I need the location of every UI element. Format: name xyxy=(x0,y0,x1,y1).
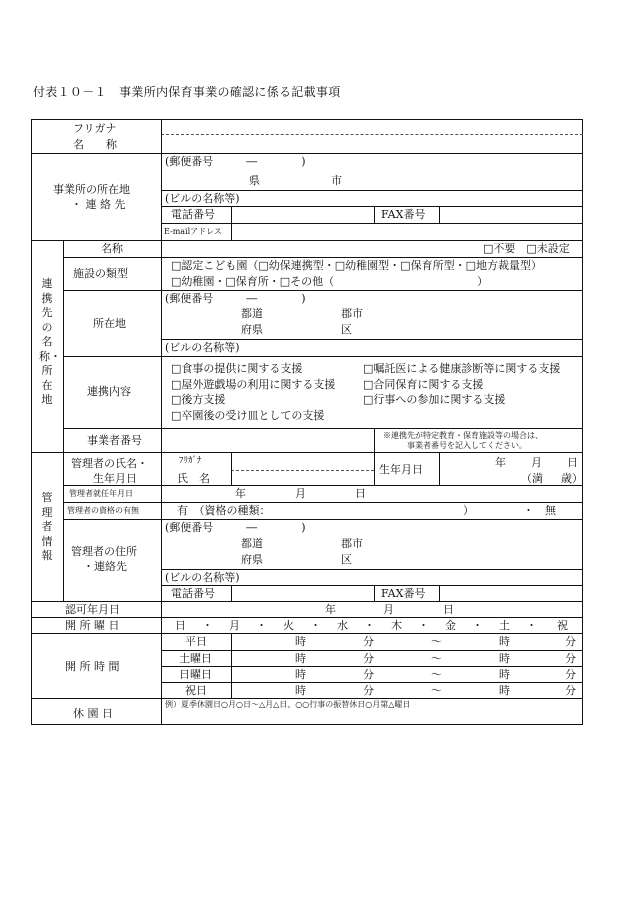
rule xyxy=(63,502,583,503)
weekday-separator: ・ xyxy=(310,619,321,632)
rule xyxy=(161,339,583,340)
manager-shimei-label: 氏 名 xyxy=(177,472,210,485)
rule xyxy=(63,485,583,486)
facility-type-options-2[interactable]: □幼稚園・□保育所・□その他（ ） xyxy=(171,275,489,288)
prefecture-label: 県 xyxy=(249,174,260,187)
hours-start-minute: 分 xyxy=(363,668,374,681)
manager-fax-label: FAX番号 xyxy=(381,587,426,600)
age-close: 歳） xyxy=(561,472,583,485)
rule xyxy=(31,240,583,241)
weekday-separator: ・ xyxy=(364,619,375,632)
fax-label: FAX番号 xyxy=(381,208,426,221)
rule xyxy=(31,617,583,618)
manager-name-label: 管理者の氏名・ xyxy=(71,457,148,470)
manager-fuken-label: 府県 xyxy=(241,553,263,566)
approval-date-label: 認可年月日 xyxy=(65,603,120,616)
appointment-date-label: 管理者就任年月日 xyxy=(69,489,133,498)
rule xyxy=(374,585,375,601)
birthdate-label: 生年月日 xyxy=(379,463,423,476)
hours-range-sep: ～ xyxy=(431,635,442,648)
qualification-close: ） xyxy=(463,504,474,517)
weekday-separator: ・ xyxy=(202,619,213,632)
todo-label: 都道 xyxy=(241,307,263,320)
cooperation-option[interactable]: □卒園後の受け皿としての支援 xyxy=(171,409,325,422)
cooperation-option[interactable]: □屋外遊戯場の利用に関する支援 xyxy=(171,378,336,391)
renkei-address-label: 所在地 xyxy=(93,317,126,330)
phone-label: 電話番号 xyxy=(171,208,215,221)
weekday-sun[interactable]: 日 xyxy=(175,619,186,632)
hours-end-hour: 時 xyxy=(499,668,510,681)
appointment-day-unit: 日 xyxy=(355,487,366,500)
rule xyxy=(31,698,583,699)
hours-day-label: 土曜日 xyxy=(179,652,212,665)
appointment-month-unit: 月 xyxy=(295,487,306,500)
closed-days-example: 例）夏季休園日○月○日～△月△日、○○行事の振替休日○月第△曜日 xyxy=(165,700,411,709)
approval-year-unit: 年 xyxy=(325,603,336,616)
weekday-tue[interactable]: 火 xyxy=(283,619,294,632)
hours-start-hour: 時 xyxy=(295,668,306,681)
furigana-label: フリガナ xyxy=(73,122,117,135)
hours-end-hour: 時 xyxy=(499,635,510,648)
fuken-label: 府県 xyxy=(241,323,263,336)
rule xyxy=(161,569,583,570)
email-label: E-mailアドレス xyxy=(164,227,222,236)
hours-end-minute: 分 xyxy=(565,635,576,648)
hours-start-minute: 分 xyxy=(363,652,374,665)
hours-end-minute: 分 xyxy=(565,652,576,665)
manager-name-field[interactable] xyxy=(232,471,373,484)
manager-gunshi-label: 郡市 xyxy=(341,537,363,550)
open-hours-label: 開 所 時 間 xyxy=(65,660,120,673)
renkei-name-label: 名称 xyxy=(101,242,123,255)
qualification-label: 管理者の資格の有無 xyxy=(67,506,139,515)
manager-fax-field[interactable] xyxy=(440,586,582,600)
qualification-yes[interactable]: 有 （資格の種類： xyxy=(177,504,271,517)
approval-month-unit: 月 xyxy=(383,603,394,616)
hours-end-minute: 分 xyxy=(565,668,576,681)
qualification-separator: ・ xyxy=(523,504,534,517)
form-table xyxy=(31,119,583,725)
hours-range-sep: ～ xyxy=(431,684,442,697)
rule xyxy=(374,452,375,485)
manager-address-label-2: ・連絡先 xyxy=(83,560,127,573)
rule xyxy=(63,257,583,258)
manager-furigana-field[interactable] xyxy=(232,454,373,469)
business-number-label: 事業者番号 xyxy=(87,434,142,447)
name-label: 名 称 xyxy=(73,138,117,151)
kanri-side-label: 管理者情報 xyxy=(41,491,53,562)
hours-range-sep: ～ xyxy=(431,652,442,665)
rule xyxy=(161,650,583,651)
manager-phone-label: 電話番号 xyxy=(171,587,215,600)
building-field[interactable]: (ビルの名称等) xyxy=(165,192,240,205)
weekday-wed[interactable]: 水 xyxy=(337,619,348,632)
closed-days-field[interactable] xyxy=(162,711,582,724)
age-open: （満 xyxy=(521,472,543,485)
rule xyxy=(161,119,162,725)
rule xyxy=(63,240,64,452)
manager-address-label: 管理者の住所 xyxy=(71,545,137,558)
renkei-name-options[interactable]: □不要 □未設定 xyxy=(483,242,570,255)
manager-furigana-label: ﾌﾘｶﾞﾅ xyxy=(179,456,202,466)
renkei-postal-field[interactable]: (郵便番号 ― ) xyxy=(165,292,306,305)
cooperation-label: 連携内容 xyxy=(87,385,131,398)
rule xyxy=(31,601,583,602)
hours-end-hour: 時 xyxy=(499,684,510,697)
business-number-note: ※連携先が特定教育・保育施設等の場合は、 xyxy=(383,431,543,440)
rule xyxy=(161,682,583,683)
furigana-field[interactable] xyxy=(162,120,582,133)
business-number-field[interactable] xyxy=(162,429,373,451)
name-field[interactable] xyxy=(162,136,582,152)
hours-day-label: 日曜日 xyxy=(179,668,212,681)
weekday-separator: ・ xyxy=(256,619,267,632)
rule xyxy=(161,666,583,667)
rule xyxy=(31,452,583,453)
hours-start-hour: 時 xyxy=(295,652,306,665)
weekday-mon[interactable]: 月 xyxy=(229,619,240,632)
cooperation-option[interactable]: □後方支援 xyxy=(171,393,226,406)
city-label: 市 xyxy=(331,174,342,187)
manager-todo-label: 都道 xyxy=(241,537,263,550)
rule xyxy=(63,290,583,291)
approval-day-unit: 日 xyxy=(443,603,454,616)
weekday-separator: ・ xyxy=(472,619,483,632)
ku-label: 区 xyxy=(341,323,352,336)
rule xyxy=(31,153,583,154)
weekday-holiday[interactable]: 祝 xyxy=(557,619,568,632)
cooperation-option[interactable]: □行事への参加に関する支援 xyxy=(363,393,506,406)
rule xyxy=(63,452,64,601)
postal-code-field[interactable]: (郵便番号 ― ) xyxy=(165,155,306,168)
rule xyxy=(161,134,583,135)
birth-month-unit: 月 xyxy=(531,456,542,469)
facility-type-options-1[interactable]: □認定こども園（□幼保連携型・□幼稚園型・□保育所型・□地方裁量型） xyxy=(171,259,542,272)
weekday-fri[interactable]: 金 xyxy=(445,619,456,632)
hours-start-hour: 時 xyxy=(295,684,306,697)
fax-field[interactable] xyxy=(440,207,582,222)
hours-start-hour: 時 xyxy=(295,635,306,648)
closed-days-label: 休 園 日 xyxy=(73,707,113,720)
page-title: 付表１０－１ 事業所内保育事業の確認に係る記載事項 xyxy=(33,85,341,99)
hours-end-hour: 時 xyxy=(499,652,510,665)
email-field[interactable] xyxy=(232,224,582,239)
qualification-no[interactable]: 無 xyxy=(545,504,556,517)
hours-range-sep: ～ xyxy=(431,668,442,681)
phone-field[interactable] xyxy=(232,207,373,222)
rule xyxy=(161,190,583,191)
manager-birth-label: 生年月日 xyxy=(93,472,137,485)
appointment-year-unit: 年 xyxy=(235,487,246,500)
gunshi-label: 郡市 xyxy=(341,307,363,320)
open-days-label: 開 所 曜 日 xyxy=(65,619,120,632)
rule xyxy=(439,452,440,485)
renkei-building-field[interactable]: (ビルの名称等) xyxy=(165,341,240,354)
birth-year-unit: 年 xyxy=(495,456,506,469)
facility-type-label: 施設の類型 xyxy=(73,267,128,280)
manager-building-field[interactable]: (ビルの名称等) xyxy=(165,571,240,584)
rule xyxy=(374,206,375,223)
birth-day-unit: 日 xyxy=(567,456,578,469)
hours-day-label: 平日 xyxy=(185,635,207,648)
cooperation-option[interactable]: □食事の提供に関する支援 xyxy=(171,362,303,375)
location-label-2: ・ 連 絡 先 xyxy=(71,198,126,211)
hours-end-minute: 分 xyxy=(565,684,576,697)
weekday-separator: ・ xyxy=(418,619,429,632)
weekday-thu[interactable]: 木 xyxy=(391,619,402,632)
rule xyxy=(374,428,375,452)
location-label: 事業所の所在地 xyxy=(53,183,130,196)
rule xyxy=(63,519,583,520)
manager-postal-field[interactable]: (郵便番号 ― ) xyxy=(165,521,306,534)
weekday-separator: ・ xyxy=(526,619,537,632)
manager-phone-field[interactable] xyxy=(232,586,373,600)
hours-day-label: 祝日 xyxy=(185,684,207,697)
cooperation-option[interactable]: □嘱託医による健康診断等に関する支援 xyxy=(363,362,561,375)
business-number-note-2: 事業者番号を記入してください。 xyxy=(407,441,527,450)
hours-start-minute: 分 xyxy=(363,684,374,697)
rule xyxy=(31,633,583,634)
rule xyxy=(63,356,583,357)
rule xyxy=(231,633,232,698)
hours-start-minute: 分 xyxy=(363,635,374,648)
cooperation-option[interactable]: □合同保育に関する支援 xyxy=(363,378,484,391)
renkei-side-label: 連携先の名称・所在地 xyxy=(39,277,61,406)
manager-ku-label: 区 xyxy=(341,553,352,566)
weekday-sat[interactable]: 土 xyxy=(499,619,510,632)
